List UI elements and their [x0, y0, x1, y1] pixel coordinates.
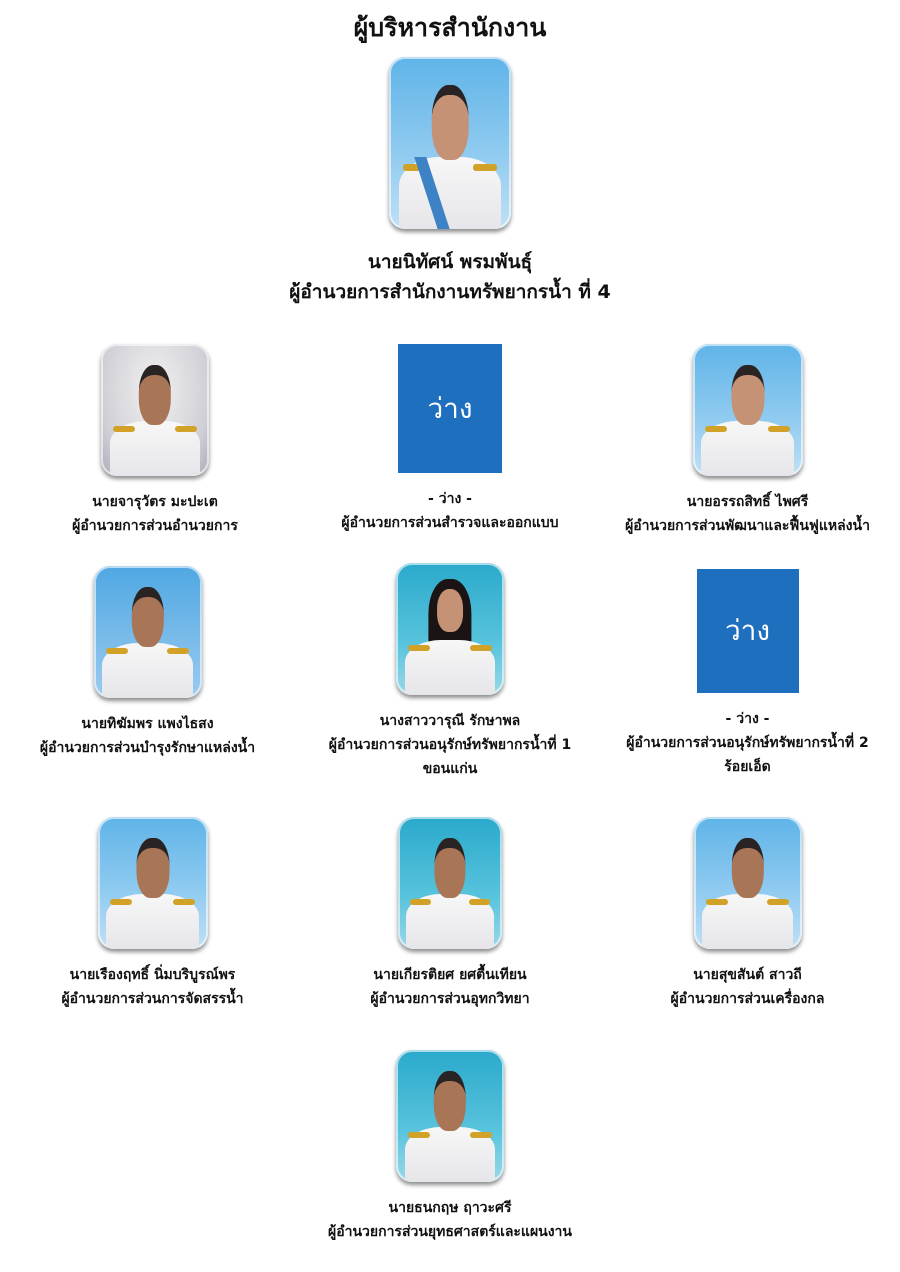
- person-name: นายเกียรติยศ ยศตื้นเทียน: [373, 967, 527, 983]
- person-position: ผู้อำนวยการส่วนอนุรักษ์ทรัพยากรน้ำที่ 2: [626, 735, 869, 751]
- person-name: นายอรรถสิทธิ์ ไพศรี: [686, 494, 809, 510]
- person-position: ผู้อำนวยการส่วนพัฒนาและฟื้นฟูแหล่งน้ำ: [625, 518, 870, 534]
- person-position: ผู้อำนวยการส่วนเครื่องกล: [670, 991, 825, 1007]
- person-name: นายธนกฤษ ฤาวะศรี: [388, 1200, 512, 1216]
- director-position: ผู้อำนวยการสำนักงานทรัพยากรน้ำ ที่ 4: [289, 281, 611, 303]
- person-name: นายจารุวัตร มะปะเต: [92, 494, 218, 510]
- person-photo: [396, 563, 504, 695]
- person-card: [300, 563, 600, 781]
- person-photo: [98, 817, 208, 949]
- person-position: ผู้อำนวยการส่วนอนุรักษ์ทรัพยากรน้ำที่ 1: [328, 737, 572, 753]
- person-position-line2: ขอนแก่น: [422, 761, 478, 777]
- person-card: [300, 344, 600, 535]
- person-card: [605, 344, 890, 538]
- person-name: - ว่าง -: [725, 711, 770, 727]
- person-photo: [101, 344, 209, 476]
- person-photo: [94, 566, 202, 698]
- person-photo: [693, 344, 803, 476]
- page-title: ผู้บริหารสำนักงาน: [353, 13, 547, 42]
- person-card: [605, 817, 890, 1011]
- person-photo: [398, 817, 502, 949]
- person-card: [300, 817, 600, 1011]
- person-name: - ว่าง -: [428, 491, 472, 507]
- person-position: ผู้อำนวยการส่วนอุทกวิทยา: [370, 991, 530, 1007]
- director-name: นายนิทัศน์ พรมพันธุ์: [367, 251, 533, 273]
- director-card: [250, 57, 650, 307]
- person-photo: [396, 1050, 504, 1182]
- person-position: ผู้อำนวยการส่วนบำรุงรักษาแหล่งน้ำ: [39, 740, 256, 756]
- person-card: [20, 817, 285, 1011]
- person-card: [20, 344, 290, 538]
- director-photo: [389, 57, 511, 229]
- person-name: นางสาววารุณี รักษาพล: [379, 713, 521, 729]
- vacant-placeholder: ว่าง: [697, 569, 799, 693]
- person-position: ผู้อำนวยการส่วนยุทธศาสตร์และแผนงาน: [327, 1224, 572, 1240]
- person-position-line2: ร้อยเอ็ด: [724, 759, 771, 775]
- person-photo: [694, 817, 802, 949]
- person-name: นายสุขสันต์ สาวถี: [693, 967, 802, 983]
- person-card: [605, 569, 890, 779]
- person-name: นายทิฆัมพร แพงไธสง: [81, 716, 214, 732]
- vacant-placeholder: ว่าง: [398, 344, 502, 473]
- person-card: [300, 1050, 600, 1244]
- person-position: ผู้อำนวยการส่วนอำนวยการ: [72, 518, 238, 534]
- person-name: นายเรืองฤทธิ์ นิ่มบริบูรณ์พร: [69, 967, 236, 983]
- person-card: [20, 566, 275, 760]
- person-position: ผู้อำนวยการส่วนการจัดสรรน้ำ: [61, 991, 244, 1007]
- person-position: ผู้อำนวยการส่วนสำรวจและออกแบบ: [341, 515, 559, 531]
